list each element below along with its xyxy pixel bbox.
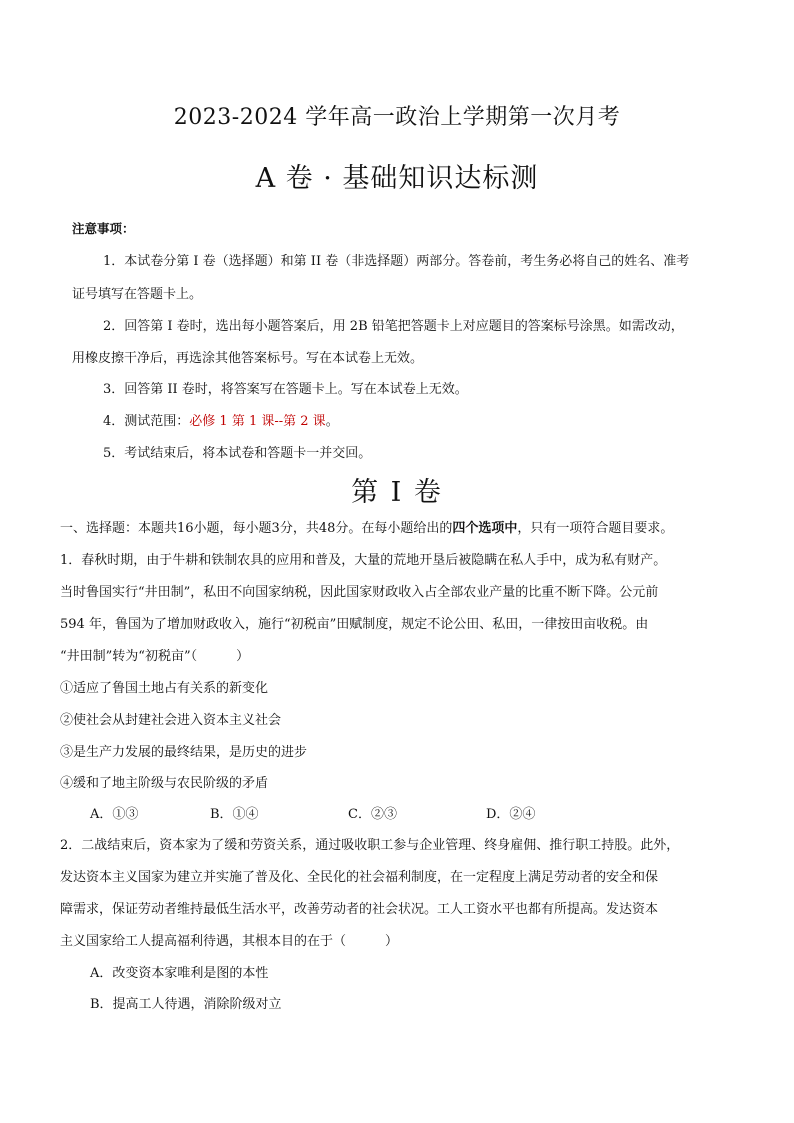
instruction-part-c: ，只有一项符合题目要求。 (517, 521, 674, 536)
notice-item-4-suffix: 。 (325, 414, 339, 429)
q1-line-3: 594 年，鲁国为了增加财政收入，施行“初税亩”田赋制度，规定不论公田、私田，一律按田亩收税。由 (60, 617, 649, 632)
notice-item-1-line-2: 证号填写在答题卡上。 (72, 287, 203, 302)
q1-option-c: C．②③ (348, 807, 397, 822)
exam-title: 2023-2024 学年高一政治上学期第一次月考 (173, 105, 621, 130)
q2-line-1: 2．二战结束后，资本家为了缓和劳资关系，通过吸收职工参与企业管理、终身雇佣、推行职工持股。此外， (60, 838, 680, 853)
notice-item-5: 5．考试结束后，将本试卷和答题卡一并交回。 (103, 446, 372, 461)
test-range: 必修 1 第 1 课--第 2 课 (189, 414, 326, 429)
q2-option-b: B．提高工人待遇，消除阶级对立 (90, 997, 282, 1012)
q1-option-a: A．①③ (90, 807, 139, 822)
notice-item-3: 3．回答第 II 卷时，将答案写在答题卡上。写在本试卷上无效。 (103, 382, 468, 397)
q1-option-b: B．①④ (210, 807, 259, 822)
q2-line-2: 发达资本主义国家为建立并实施了普及化、全民化的社会福利制度，在一定程度上满足劳动者的安全和保 (60, 870, 659, 885)
notice-item-2-line-1: 2．回答第 I 卷时，选出每小题答案后，用 2B 铅笔把答题卡上对应题目的答案标号涂黑。如需改动， (103, 319, 684, 334)
instruction-part-a: 一、选择题：本题共16小题，每小题3分，共48分。在每小题给出的 (60, 521, 453, 536)
q1-statement-1: ①适应了鲁国土地占有关系的新变化 (60, 681, 269, 696)
q2-line-3: 障需求，保证劳动者维持最低生活水平，改善劳动者的社会状况。工人工资水平也都有所提高。发达资本 (60, 902, 659, 917)
q2-line-4: 主义国家给工人提高福利待遇，其根本目的在于（ ） (60, 934, 399, 949)
notice-item-4-prefix: 4．测试范围： (103, 414, 190, 429)
q1-line-4: “井田制”转为“初税亩”（ ） (60, 649, 250, 664)
q1-line-2: 当时鲁国实行“井田制”，私田不向国家纳税，因此国家财政收入占全部农业产量的比重不断下降。公元前 (60, 585, 659, 600)
q2-option-a: A．改变资本家唯利是图的本性 (90, 966, 269, 981)
q1-option-d: D．②④ (486, 807, 536, 822)
exam-subtitle: A 卷 · 基础知识达标测 (255, 163, 539, 194)
q1-statement-4: ④缓和了地主阶级与农民阶级的矛盾 (60, 776, 269, 791)
q1-statement-2: ②使社会从封建社会进入资本主义社会 (60, 713, 282, 728)
section-instruction (60, 517, 673, 536)
notice-item-1-line-1: 1．本试卷分第 I 卷（选择题）和第 II 卷（非选择题）两部分。答卷前，考生务必将自己的姓名、准考 (103, 254, 690, 269)
notice-heading: 注意事项： (72, 221, 135, 236)
section-title: 第 I 卷 (351, 477, 443, 508)
q1-statement-3: ③是生产力发展的最终结果，是历史的进步 (60, 745, 308, 760)
instruction-emphasis: 四个选项中 (452, 521, 518, 536)
notice-item-4 (103, 410, 339, 429)
notice-item-2-line-2: 用橡皮擦干净后，再选涂其他答案标号。写在本试卷上无效。 (72, 351, 424, 366)
q1-line-1: 1．春秋时期，由于牛耕和铁制农具的应用和普及，大量的荒地开垦后被隐瞒在私人手中，成为私有财产。 (60, 553, 667, 568)
